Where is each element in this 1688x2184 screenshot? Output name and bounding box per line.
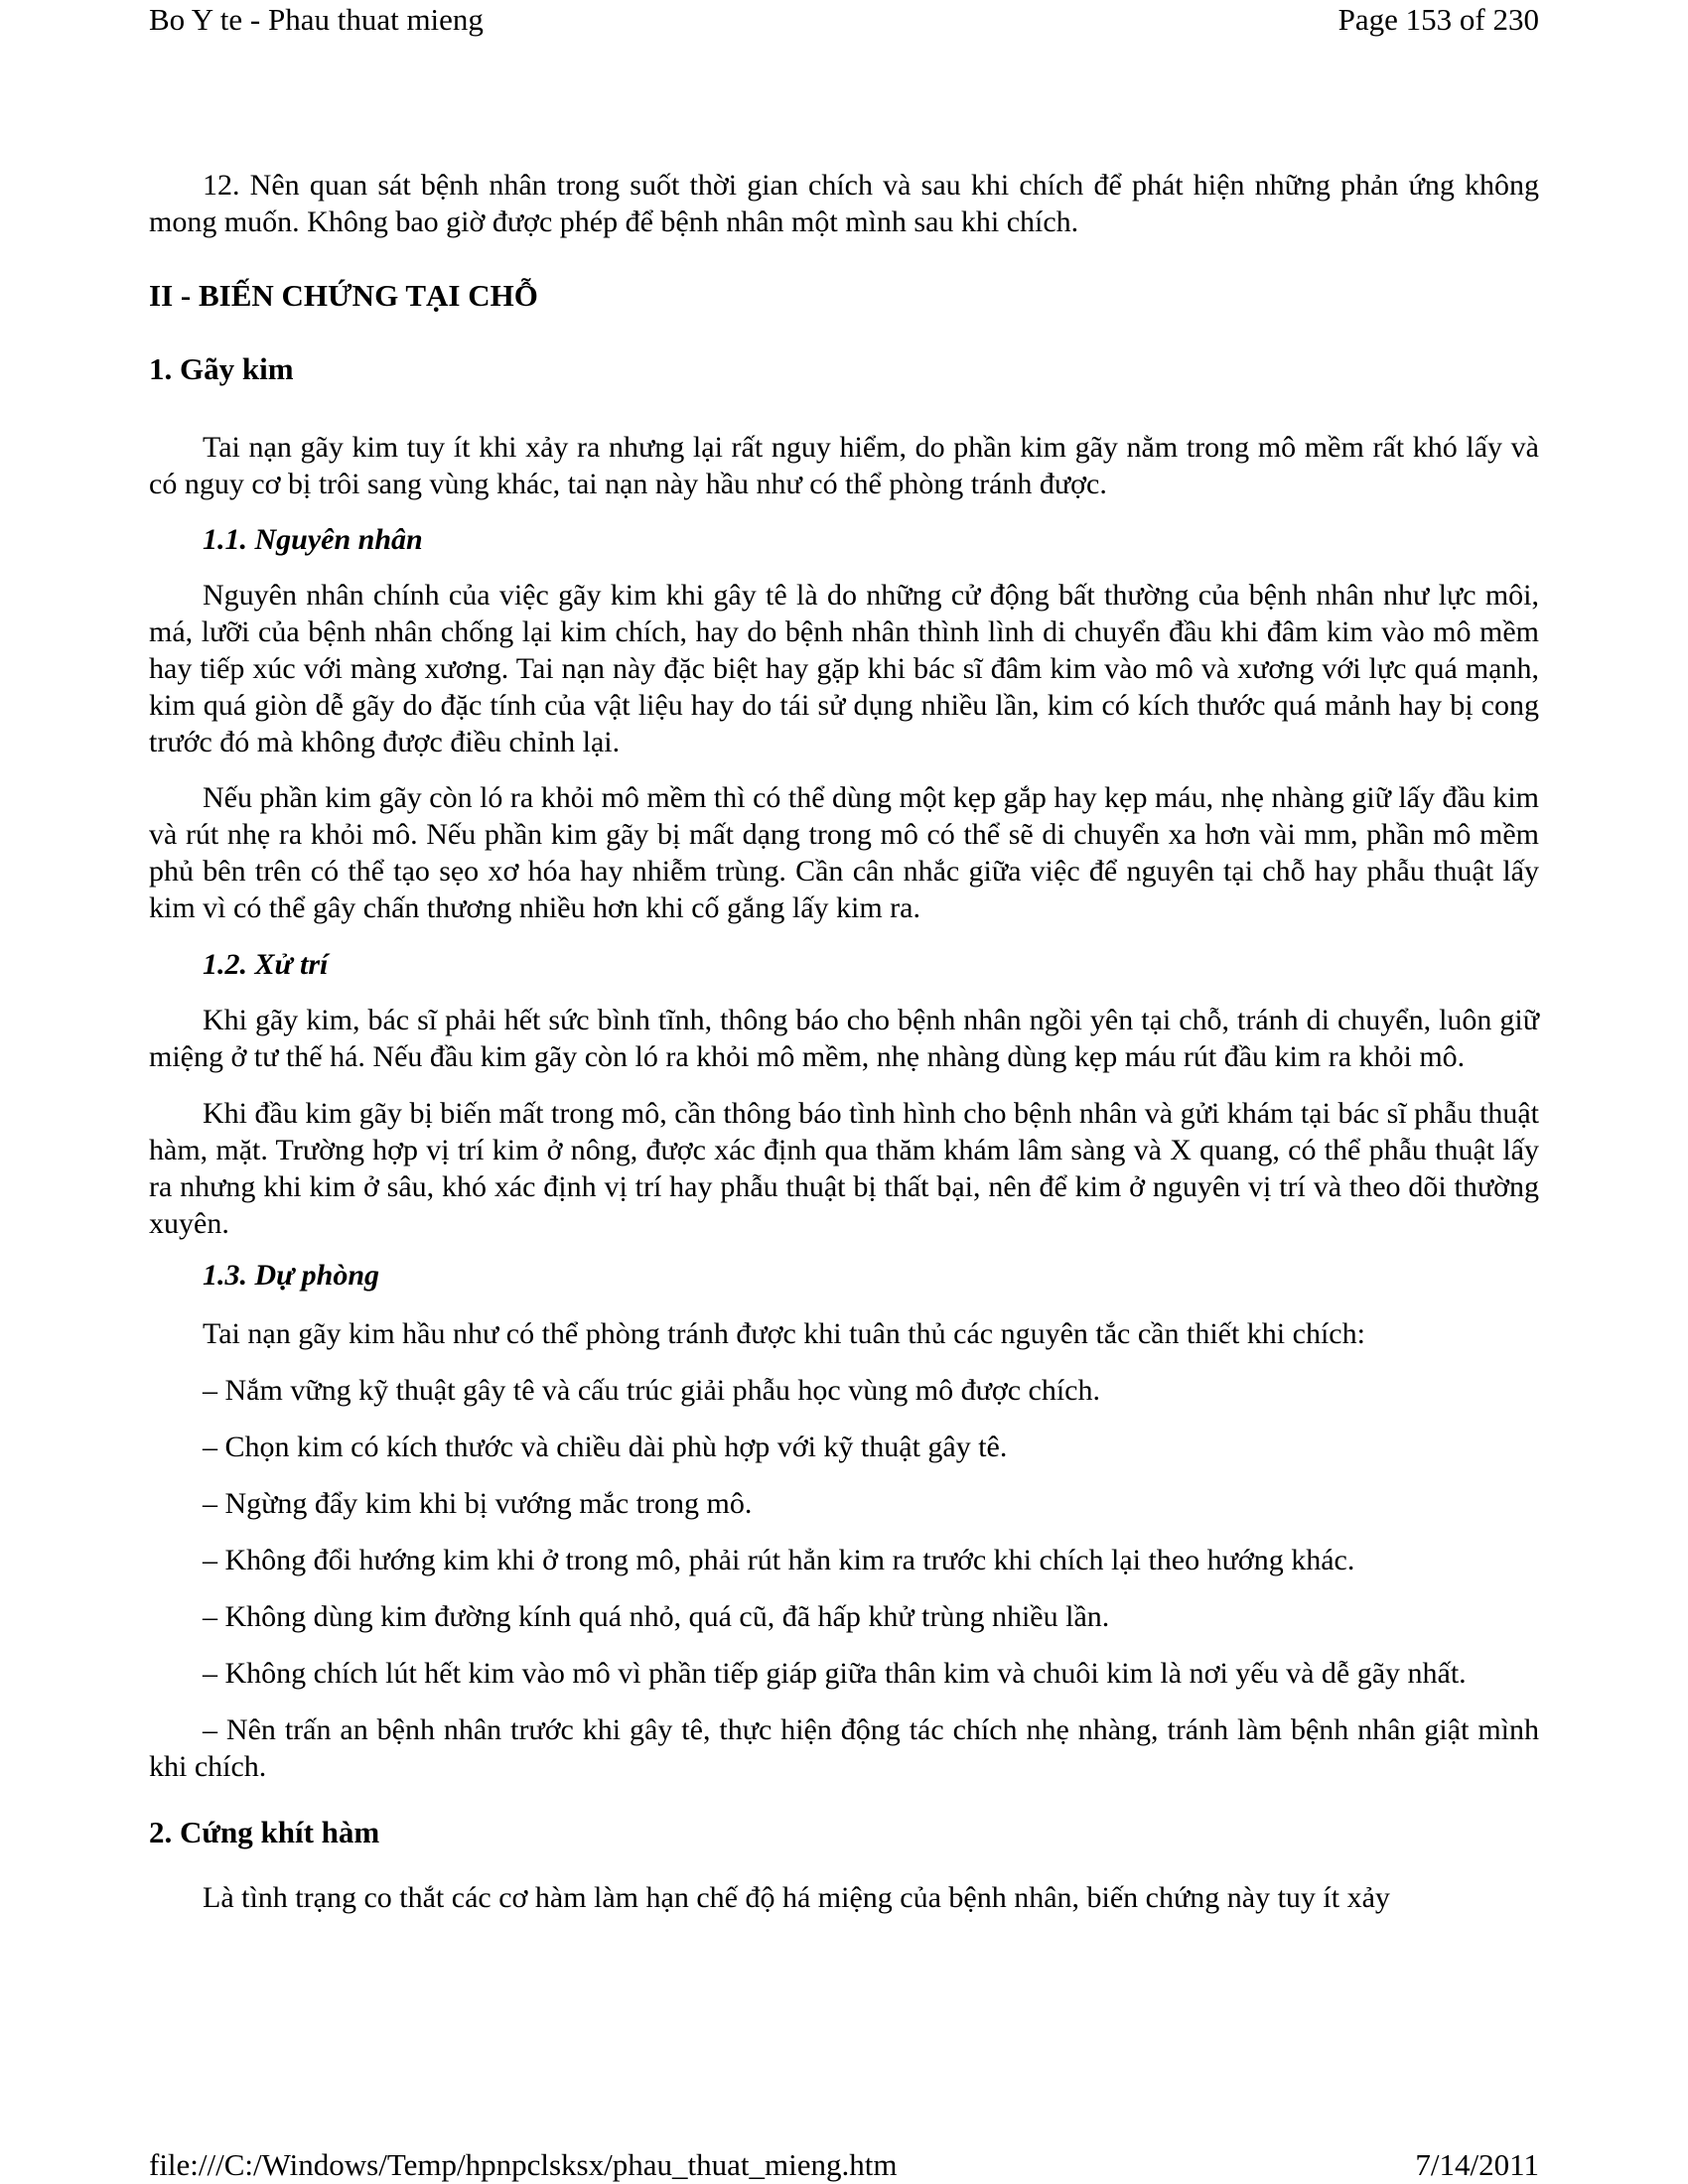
header-page-number: Page 153 of 230 [1337, 2, 1539, 37]
list-item: – Ngừng đẩy kim khi bị vướng mắc trong mô. [203, 1487, 753, 1520]
page-footer [149, 2146, 1539, 2184]
paragraph-nguyen-nhan-1: Nguyên nhân chính của việc gãy kim khi gây tê là do những cử động bất thường của bệnh nhân như lực môi, má, lưỡi của bệnh nhân chống lại kim chích, hay do bệnh nhân thình lình di chuyển đầu khi đâm kim vào mô mềm hay tiếp xúc với màng xương. Tai nạn này đặc biệt hay gặp khi bác sĩ đâm kim vào mô và xương với lực quá mạnh, kim quá giòn dễ gãy do đặc tính của vật liệu hay do tái sử dụng nhiều lần, kim có kích thước quá mảnh hay bị cong trước đó mà không được điều chỉnh lại. [149, 579, 1539, 758]
paragraph-gay-kim: Tai nạn gãy kim tuy ít khi xảy ra nhưng lại rất nguy hiểm, do phần kim gãy nằm trong mô mềm rất khó lấy và có nguy cơ bị trôi sang vùng khác, tai nạn này hầu như có thể phòng tránh được. [149, 431, 1539, 500]
paragraph-xu-tri-1: Khi gãy kim, bác sĩ phải hết sức bình tĩnh, thông báo cho bệnh nhân ngồi yên tại chỗ, tránh di chuyển, luôn giữ miệng ở tư thế há. Nếu đầu kim gãy còn ló ra khỏi mô mềm, nhẹ nhàng dùng kẹp máu rút đầu kim ra khỏi mô. [149, 1004, 1539, 1073]
page-header [149, 0, 1539, 40]
header-document-title: Bo Y te - Phau thuat mieng [149, 2, 484, 37]
subsection-heading-gay-kim: 1. Gãy kim [149, 351, 294, 386]
paragraph-intro: 12. Nên quan sát bệnh nhân trong suốt thời gian chích và sau khi chích để phát hiện những phản ứng không mong muốn. Không bao giờ được phép để bệnh nhân một mình sau khi chích. [149, 169, 1539, 238]
footer-date: 7/14/2011 [1415, 2147, 1539, 2182]
list-item: – Không dùng kim đường kính quá nhỏ, quá cũ, đã hấp khử trùng nhiều lần. [203, 1600, 1110, 1633]
subsection-heading-cung-khit-ham: 2. Cứng khít hàm [149, 1815, 380, 1849]
paragraph-xu-tri-2: Khi đầu kim gãy bị biến mất trong mô, cần thông báo tình hình cho bệnh nhân và gửi khám tại bác sĩ phẫu thuật hàm, mặt. Trường hợp vị trí kim ở nông, được xác định qua thăm khám lâm sàng và X quang, có thể phẫu thuật lấy ra nhưng khi kim ở sâu, khó xác định vị trí hay phẫu thuật bị thất bại, nên để kim ở nguyên vị trí và theo dõi thường xuyên. [149, 1097, 1539, 1240]
subheading-du-phong: 1.3. Dự phòng [203, 1259, 380, 1292]
subheading-nguyen-nhan: 1.1. Nguyên nhân [203, 523, 423, 556]
list-item: – Nắm vững kỹ thuật gây tê và cấu trúc giải phẫu học vùng mô được chích. [203, 1374, 1100, 1407]
list-item: – Chọn kim có kích thước và chiều dài phù hợp với kỹ thuật gây tê. [203, 1431, 1008, 1463]
paragraph-du-phong: Tai nạn gãy kim hầu như có thể phòng tránh được khi tuân thủ các nguyên tắc cần thiết khi chích: [203, 1317, 1365, 1350]
paragraph-nguyen-nhan-2: Nếu phần kim gãy còn ló ra khỏi mô mềm thì có thể dùng một kẹp gắp hay kẹp máu, nhẹ nhàng giữ lấy đầu kim và rút nhẹ ra khỏi mô. Nếu phần kim gãy bị mất dạng trong mô có thể sẽ di chuyển xa hơn vài mm, phần mô mềm phủ bên trên có thể tạo sẹo xơ hóa hay nhiễm trùng. Cần cân nhắc giữa việc để nguyên tại chỗ hay phẫu thuật lấy kim vì có thể gây chấn thương nhiều hơn khi cố gắng lấy kim ra. [149, 781, 1539, 924]
footer-file-path: file:///C:/Windows/Temp/hpnpclsksx/phau_thuat_mieng.htm [149, 2147, 898, 2182]
document-body [149, 167, 1539, 1916]
list-item: – Nên trấn an bệnh nhân trước khi gây tê, thực hiện động tác chích nhẹ nhàng, tránh làm bệnh nhân giật mình khi chích. [149, 1713, 1539, 1783]
list-item: – Không chích lút hết kim vào mô vì phần tiếp giáp giữa thân kim và chuôi kim là nơi yếu và dễ gãy nhất. [203, 1657, 1467, 1690]
list-item: – Không đổi hướng kim khi ở trong mô, phải rút hẳn kim ra trước khi chích lại theo hướng khác. [203, 1544, 1355, 1576]
paragraph-cung-khit-ham: Là tình trạng co thắt các cơ hàm làm hạn chế độ há miệng của bệnh nhân, biến chứng này tuy ít xảy [203, 1881, 1390, 1914]
section-heading: II - BIẾN CHỨNG TẠI CHỖ [149, 278, 538, 313]
subheading-xu-tri: 1.2. Xử trí [203, 948, 329, 981]
